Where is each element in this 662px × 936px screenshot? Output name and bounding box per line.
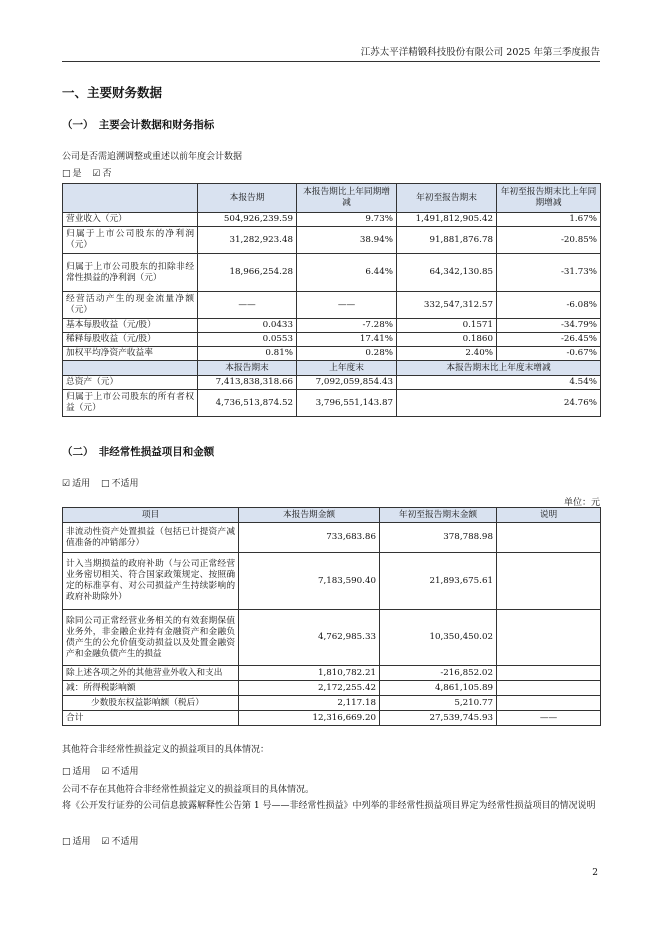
table-row: 经营活动产生的现金流量净额（元） —— —— 332,547,312.57 -6.08% (63, 292, 601, 319)
checkbox-checked-icon[interactable]: ☑ (101, 837, 110, 847)
table-row: 合计 12,316,669.20 27,539,745.93 —— (63, 711, 601, 726)
section-title: 一、主要财务数据 (62, 85, 163, 100)
table-row: 计入当期损益的政府补助（与公司正常经营业务密切相关、符合国家政策规定、按照确定的标准享有、对公司损益产生持续影响的政府补助除外） 7,183,590.40 21,893,675.61 (63, 553, 601, 610)
page-header: 江苏太平洋精锻科技股份有限公司 2025 年第三季度报告 (360, 47, 600, 58)
header-cell (63, 184, 198, 213)
header-cell: 本报告期比上年同期增减 (297, 184, 397, 213)
table-row: 少数股东权益影响额（税后） 2,117.18 5,210.77 (63, 696, 601, 711)
table-row: 减：所得税影响额 2,172,255.42 4,861,105.89 (63, 681, 601, 696)
non-recurring-items-table (62, 507, 601, 726)
table-row: 除上述各项之外的其他营业外收入和支出 1,810,782.21 -216,852.02 (63, 666, 601, 681)
checkbox-checked-icon[interactable]: ☑ (101, 767, 110, 777)
checkbox-icon[interactable]: □ (100, 479, 110, 489)
checkbox-checked-icon[interactable]: ☑ (62, 479, 71, 489)
table-row: 除同公司正常经营业务相关的有效套期保值业务外，非金融企业持有金融资产和金融负债产生的公允价值变动损益以及处置金融资产和金融负债产生的损益 4,762,985.33 10,350,450.02 (63, 610, 601, 666)
header-cell: 上年度末 (297, 361, 397, 376)
header-cell: 项目 (63, 508, 239, 523)
header-cell: 本报告期末比上年度末增减 (397, 361, 601, 376)
restate-options: □ 是 ☑ 否 (62, 169, 112, 179)
subsection-title-1: （一） 主要会计数据和财务指标 (62, 119, 215, 131)
applicable-options-2: □ 适用 ☑ 不适用 (62, 767, 139, 777)
header-cell: 本报告期末 (198, 361, 297, 376)
checkbox-icon[interactable]: □ (62, 767, 71, 777)
table-row: 非流动性资产处置损益（包括已计提资产减值准备的冲销部分） 733,683.86 378,788.98 (63, 523, 601, 553)
other-items-text: 其他符合非经常性损益定义的损益项目的具体情况： (62, 745, 270, 755)
header-cell: 本报告期金额 (239, 508, 380, 523)
restate-question: 公司是否需追溯调整或重述以前年度会计数据 (62, 152, 243, 162)
table-row: 基本每股收益（元/股） 0.0433 -7.28% 0.1571 -34.79% (63, 319, 601, 333)
explanation-text: 将《公开发行证券的公司信息披露解释性公告第 1 号——非经常性损益》中列举的非经常性损益项目界定为经常性损益项目的情况说明 (62, 801, 596, 811)
subsection-title-2: （二） 非经常性损益项目和金额 (62, 446, 215, 458)
applicable-options-3: □ 适用 ☑ 不适用 (62, 837, 139, 847)
applicable-options-1: ☑ 适用 □ 不适用 (62, 479, 139, 489)
unit-label: 单位：元 (563, 498, 600, 508)
table-row: 归属于上市公司股东的扣除非经常性损益的净利润（元） 18,966,254.28 6.44% 64,342,130.85 -31.73% (63, 254, 601, 292)
table-row: 总资产（元） 7,413,838,318.66 7,092,059,854.43 4.54% (63, 376, 601, 390)
financial-indicators-table (62, 183, 601, 417)
table-row: 营业收入（元） 504,926,239.59 9.73% 1,491,812,905.42 1.67% (63, 213, 601, 227)
header-cell: 说明 (497, 508, 601, 523)
table-row: 归属于上市公司股东的所有者权益（元） 4,736,513,874.52 3,796,551,143.87 24.76% (63, 390, 601, 417)
checkbox-checked-icon[interactable]: ☑ (92, 169, 101, 179)
checkbox-icon[interactable]: □ (62, 169, 71, 179)
header-cell (63, 361, 198, 376)
header-cell: 年初至报告期末 (397, 184, 497, 213)
header-cell: 本报告期 (198, 184, 297, 213)
table-row: 归属于上市公司股东的净利润（元） 31,282,923.48 38.94% 91,881,876.78 -20.85% (63, 227, 601, 254)
no-other-items-text: 公司不存在其他符合非经常性损益定义的损益项目的具体情况。 (62, 785, 315, 795)
table-row: 加权平均净资产收益率 0.81% 0.28% 2.40% -0.67% (63, 347, 601, 361)
header-cell: 年初至报告期末比上年同期增减 (497, 184, 601, 213)
header-divider (62, 61, 600, 62)
checkbox-icon[interactable]: □ (62, 837, 71, 847)
header-cell: 年初至报告期末金额 (380, 508, 497, 523)
page-number: 2 (592, 868, 598, 878)
table-row: 稀释每股收益（元/股） 0.0553 17.41% 0.1860 -26.45% (63, 333, 601, 347)
